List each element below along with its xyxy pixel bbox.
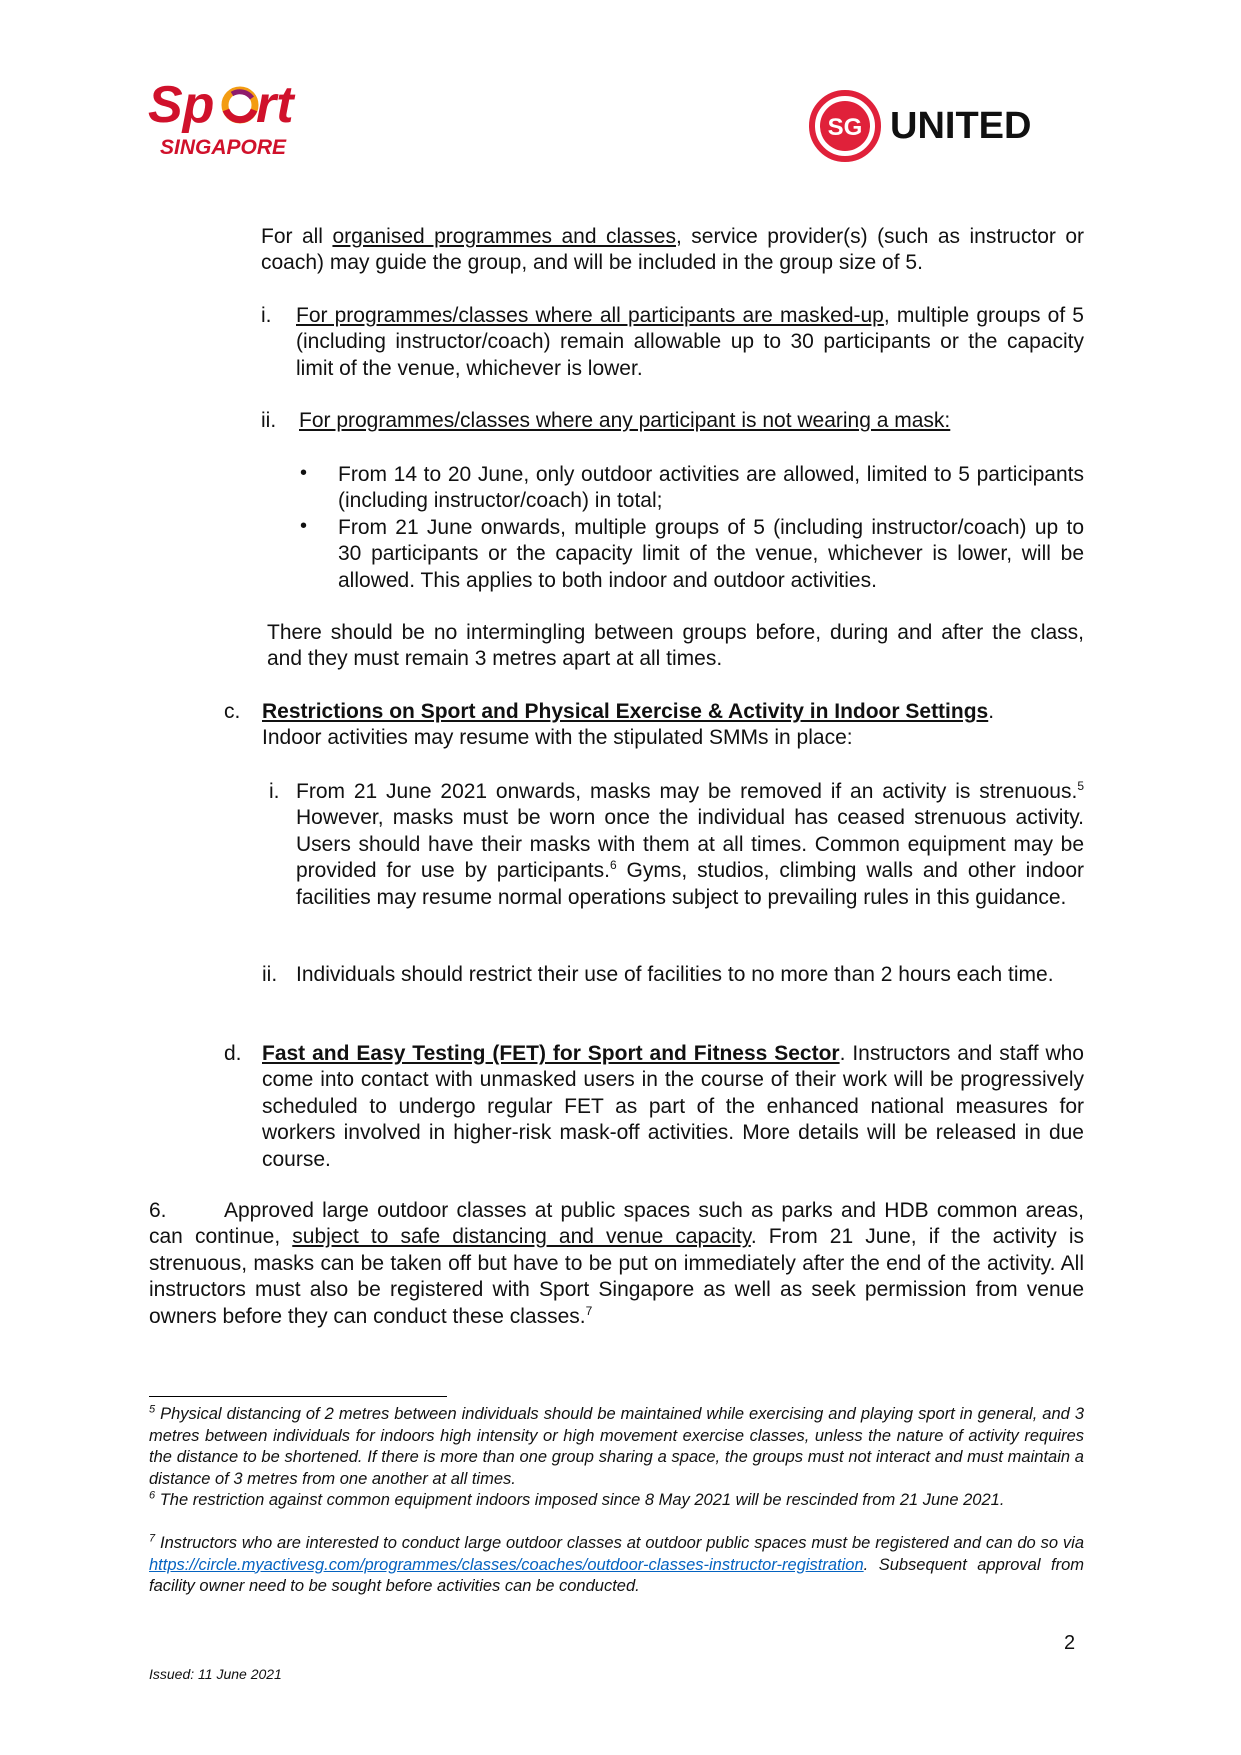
page-number: 2 — [1064, 1632, 1076, 1654]
section-c-ii-number: ii. — [262, 963, 278, 986]
section-c-heading: Restrictions on Sport and Physical Exercise & Activity in Indoor Settings — [262, 700, 989, 723]
logo-singapore-text: SINGAPORE — [160, 136, 287, 159]
section-d-letter: d. — [224, 1042, 242, 1065]
intro-post: , service provider(s) (such as instructor or coach) may guide the group, and will be included in the group size of 5. — [261, 225, 1085, 275]
intro-paragraph — [261, 224, 1084, 277]
bullet-dot-1: • — [300, 462, 308, 484]
item-i-rest: , multiple groups of 5 (including instructor/coach) remain allowable up to 30 participants or the capacity limit of the venue, whichever is lower. — [296, 304, 1084, 380]
item-ii-underlined: For programmes/classes where any participant is not wearing a mask: — [299, 409, 951, 432]
sg-badge-text: SG — [827, 114, 863, 141]
footnote-7 — [149, 1533, 1084, 1598]
logo-rt-text: rt — [256, 76, 294, 134]
section-d-paragraph — [262, 1041, 1084, 1173]
footnote-5-text: Physical distancing of 2 metres between individuals should be maintained while exercising and playing sport in general, and 3 metres between individuals for indoors high intensity or high movement exercise classes, unless the nature of activity requires the distance to be shortened. If there is more than one group sharing a space, the groups must not interact and must maintain a distance of 3 metres from one another at all times. — [149, 1405, 1084, 1488]
paragraph-6-post: . From 21 June, if the activity is strenuous, masks can be taken off but have to be put on immediately after the end of the activity. All instructors must also be registered with Sport Singapore as well as seek permission from venue owners before they can conduct these classes. — [149, 1225, 1084, 1328]
paragraph-6-number: 6. — [149, 1199, 167, 1222]
footnote-7-number: 7 — [149, 1532, 156, 1545]
intro-underlined: organised programmes and classes — [332, 225, 676, 248]
registration-link[interactable]: https://circle.myactivesg.com/programmes/classes/coaches/outdoor-classes-instructor-registration — [149, 1555, 864, 1574]
section-c-letter: c. — [224, 700, 241, 723]
paragraph-6-underlined: subject to safe distancing and venue capacity — [292, 1225, 751, 1249]
section-c-i-number: i. — [269, 780, 280, 803]
footnote-7-text-post: . Subsequent approval from facility owner need to be sought before activities can be conducted. — [149, 1555, 1084, 1595]
intro-pre: For all — [261, 225, 333, 248]
section-c-i-text-b: However, masks must be worn once the individual has ceased strenuous activity. Users should have their masks with them at all times. Common equipment may be provided for use by participants. — [296, 806, 1084, 883]
section-d-text: . Instructors and staff who come into contact with unmasked users in the course of their work will be progressively scheduled to undergo regular FET as part of the enhanced national measures for workers involved in higher-risk mask-off activities. More details will be released in due course. — [262, 1042, 1084, 1171]
bullet-dot-2: • — [300, 515, 308, 537]
issued-date: Issued: 11 June 2021 — [149, 1666, 282, 1682]
footnote-5-number: 5 — [149, 1403, 156, 1416]
section-c-intro: Indoor activities may resume with the stipulated SMMs in place: — [262, 726, 853, 750]
sport-singapore-logo — [148, 72, 348, 162]
bullet-1-text: From 14 to 20 June, only outdoor activities are allowed, limited to 5 participants (including instructor/coach) in total; — [338, 463, 1084, 513]
footnote-6-text: The restriction against common equipment indoors imposed since 8 May 2021 will be rescinded from 21 June 2021. — [155, 1491, 1005, 1509]
logo-sp-text: Sp — [148, 76, 215, 134]
intermingle-paragraph: There should be no intermingling between groups before, during and after the class, and they must remain 3 metres apart at all times. — [267, 621, 1084, 671]
item-ii-number: ii. — [261, 409, 277, 432]
footnote-ref-6: 6 — [609, 858, 617, 873]
footnote-ref-5: 5 — [1077, 779, 1084, 793]
section-c-i-text — [296, 779, 1084, 911]
section-d-heading: Fast and Easy Testing (FET) for Sport and Fitness Sector — [262, 1042, 840, 1065]
footnote-6-number: 6 — [149, 1489, 156, 1502]
footnote-7-text-pre: Instructors who are interested to conduct large outdoor classes at outdoor public spaces must be registered and can do so via — [155, 1534, 1084, 1552]
section-c-i-text-a: From 21 June 2021 onwards, masks may be removed if an activity is strenuous. — [296, 780, 1078, 803]
paragraph-6 — [149, 1198, 1084, 1330]
item-i-text — [296, 303, 1084, 382]
paragraph-6-pre: Approved large outdoor classes at public spaces such as parks and HDB common areas, can continue, — [149, 1199, 1084, 1249]
sg-united-logo — [805, 88, 1075, 168]
bullet-2-text: From 21 June onwards, multiple groups of 5 (including instructor/coach) up to 30 participants or the capacity limit of the venue, whichever is lower, will be allowed. This applies to both indoor and outdoor activities. — [338, 516, 1084, 592]
section-c-ii-text: Individuals should restrict their use of facilities to no more than 2 hours each time. — [296, 963, 1054, 986]
item-i-underlined: For programmes/classes where all participants are masked-up — [296, 304, 884, 327]
section-c-period: . — [988, 700, 995, 723]
section-c-i-text-c: Gyms, studios, climbing walls and other indoor facilities may resume normal operations subject to prevailing rules in this guidance. — [296, 859, 1084, 909]
footnote-6 — [149, 1490, 1084, 1512]
item-i-number: i. — [261, 304, 272, 327]
united-text: UNITED — [890, 105, 1032, 147]
section-c-heading-paragraph — [262, 699, 1084, 752]
item-ii-heading — [299, 408, 1084, 434]
footnote-ref-7: 7 — [585, 1303, 593, 1318]
footnote-separator — [149, 1396, 447, 1397]
footnote-5 — [149, 1404, 1084, 1490]
